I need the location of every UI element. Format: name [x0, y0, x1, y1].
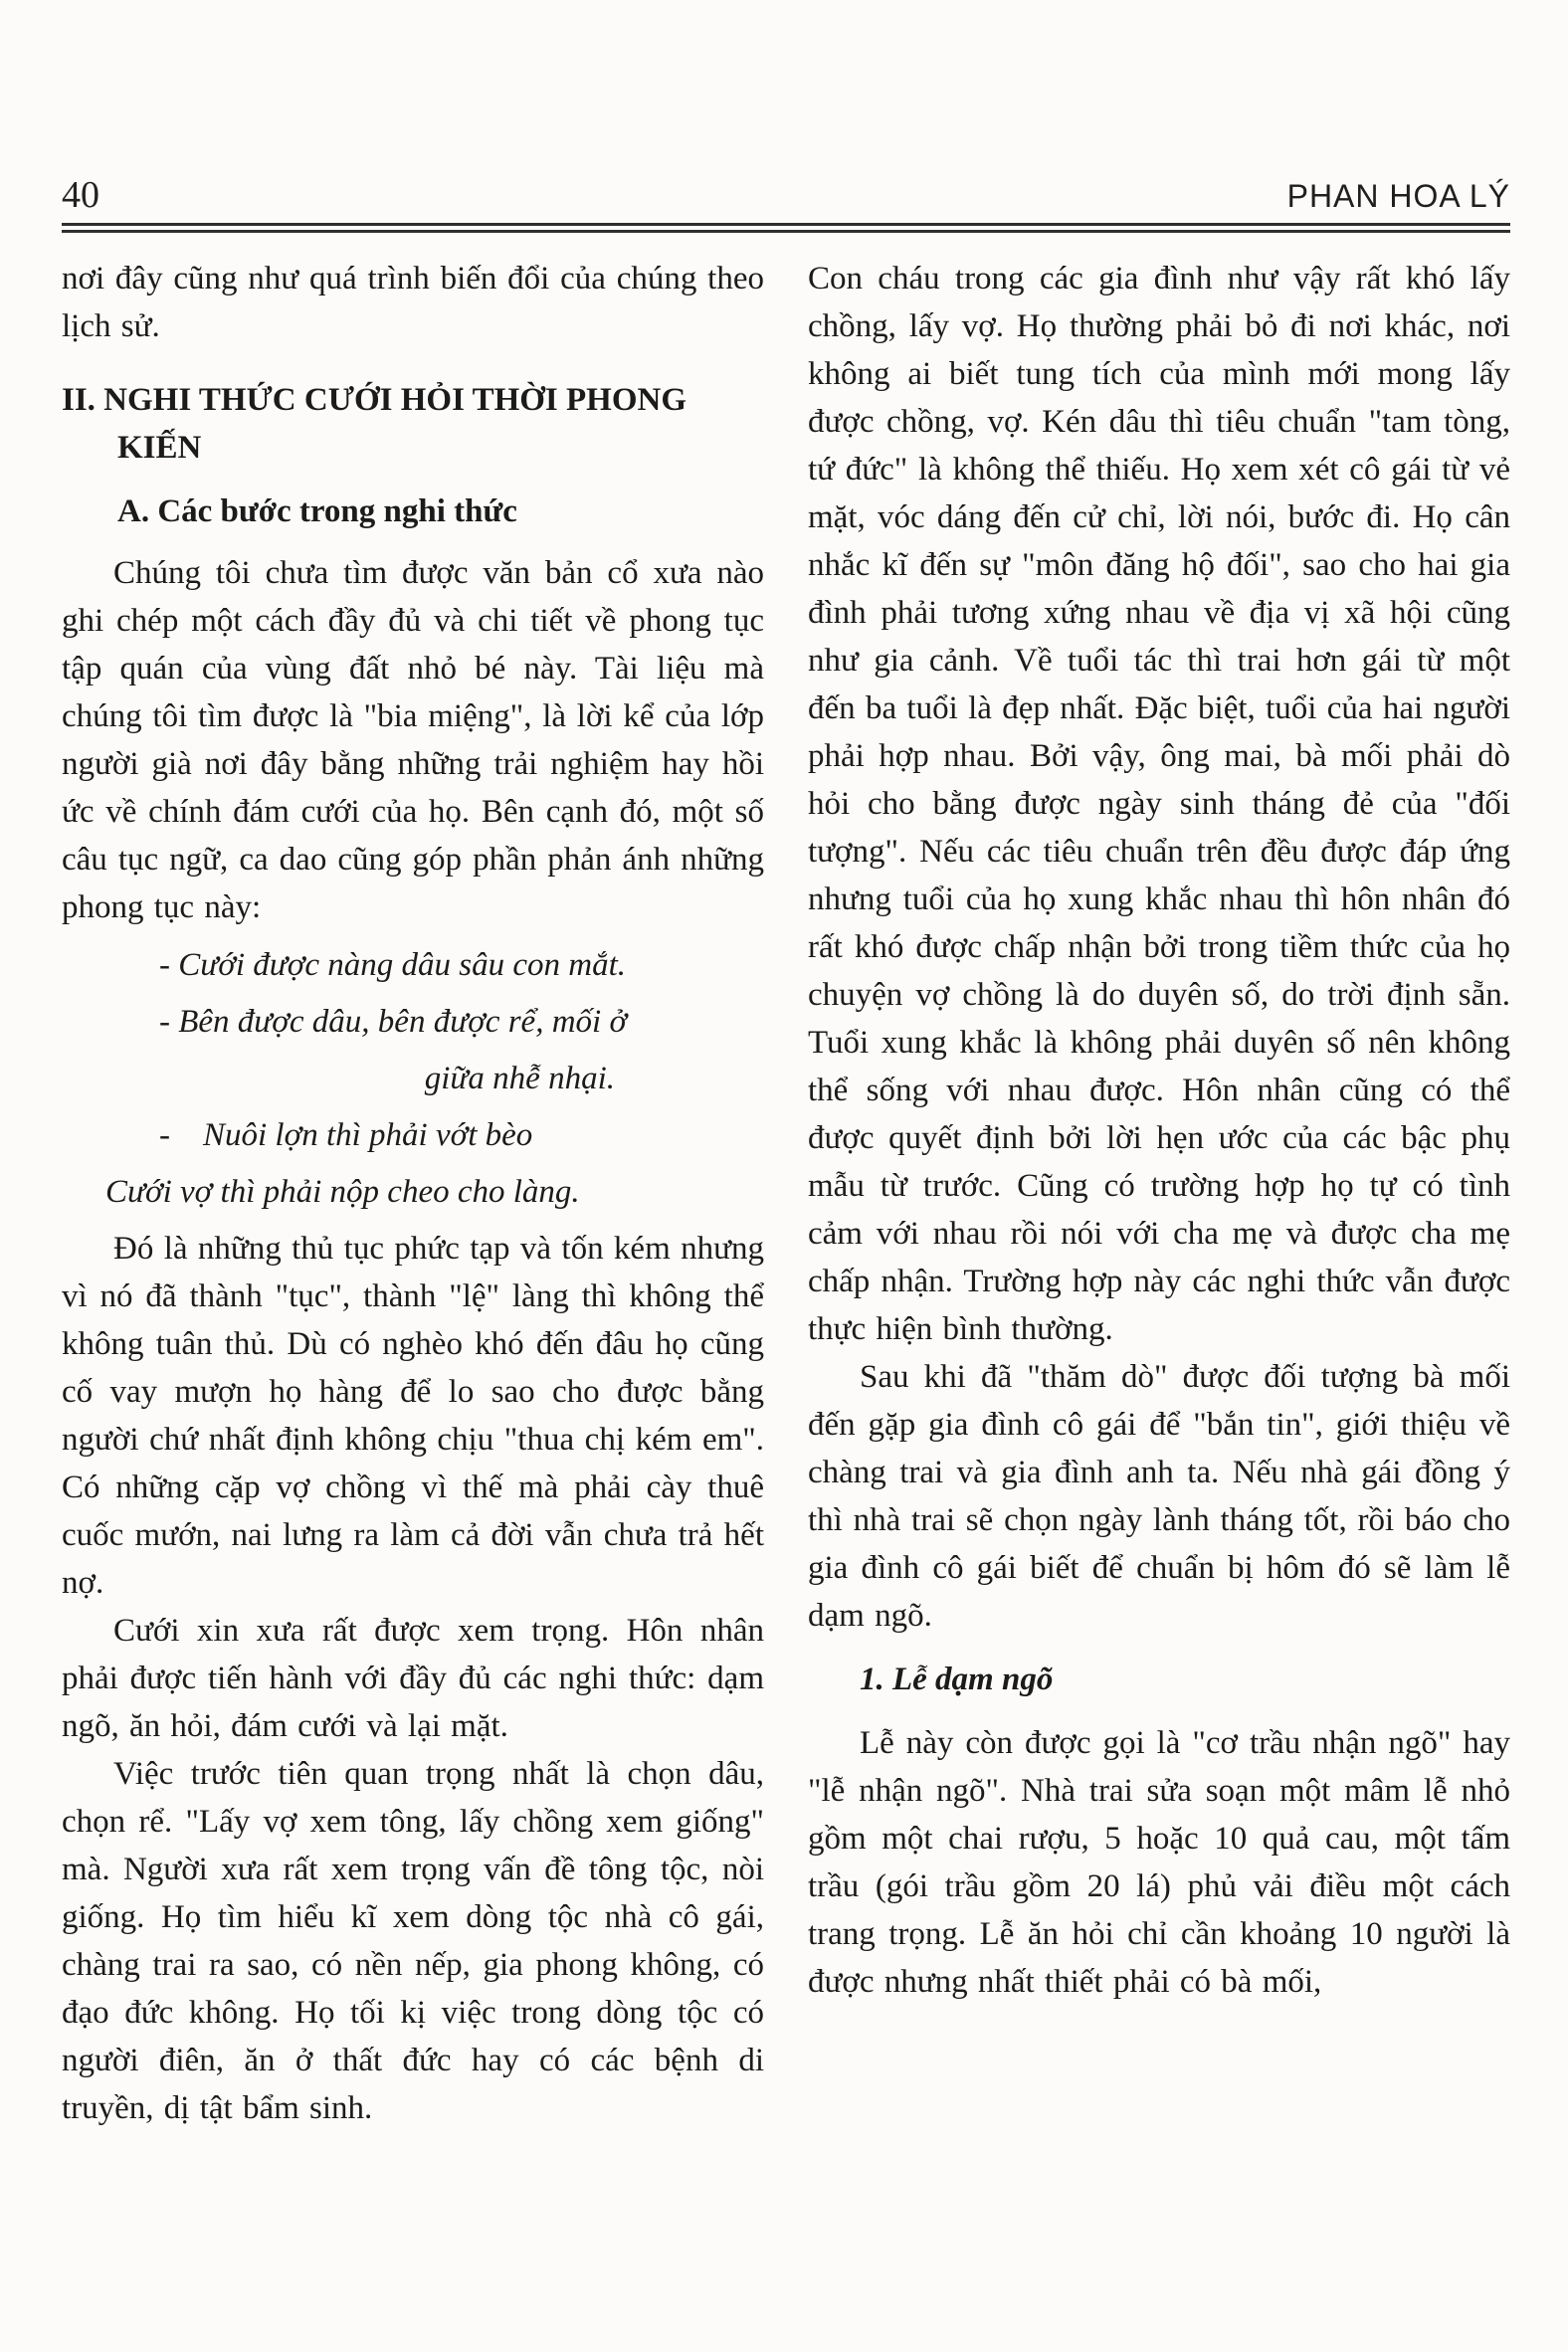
two-column-text-body: [62, 255, 1510, 2132]
paragraph: Việc trước tiên quan trọng nhất là chọn dâu, chọn rể. "Lấy vợ xem tông, lấy chồng xem giống" mà. Người xưa rất xem trọng vấn đề tông tộc, nòi giống. Họ tìm hiểu kĩ xem dòng tộc nhà cô gái, chàng trai ra sao, có nền nếp, gia phong không, có đạo đức không. Họ tối kị việc trong dòng tộc có người điên, ăn ở thất đức hay có các bệnh di truyền, dị tật bẩm sinh.: [62, 1756, 764, 2126]
page-number: 40: [62, 174, 99, 216]
verse-line: - Bên được dâu, bên được rể, mối ở: [159, 1004, 628, 1040]
left-column: [62, 255, 764, 2132]
running-title: PHAN HOA LÝ: [1286, 178, 1510, 214]
verse-line: - Nuôi lợn thì phải vớt bèo: [159, 1117, 533, 1153]
right-column: [808, 255, 1510, 2132]
verse-line: Cưới vợ thì phải nộp cheo cho làng.: [105, 1174, 580, 1210]
paragraph: Lễ này còn được gọi là "cơ trầu nhận ngõ" hay "lễ nhận ngõ". Nhà trai sửa soạn một mâm lễ nhỏ gồm một chai rượu, 5 hoặc 10 quả cau, một tấm trầu (gói trầu gồm 20 lá) phủ vải điều một cách trang trọng. Lễ ăn hỏi chỉ cần khoảng 10 người là được nhưng nhất thiết phải có bà mối,: [808, 1725, 1510, 2000]
paragraph: Chúng tôi chưa tìm được văn bản cổ xưa nào ghi chép một cách đầy đủ và chi tiết về phong tục tập quán của vùng đất nhỏ bé này. Tài liệu mà chúng tôi tìm được là "bia miệng", là lời kể của lớp người già nơi đây bằng những trải nghiệm hay hồi ức về chính đám cưới của họ. Bên cạnh đó, một số câu tục ngữ, ca dao cũng góp phần phản ánh những phong tục này:: [62, 555, 764, 925]
paragraph-continuation: Con cháu trong các gia đình như vậy rất khó lấy chồng, lấy vợ. Họ thường phải bỏ đi nơi khác, nơi không ai biết tung tích của mình mới mong lấy được chồng, vợ. Kén dâu thì tiêu chuẩn "tam tòng, tứ đức" là không thể thiếu. Họ xem xét cô gái từ vẻ mặt, vóc dáng đến cử chỉ, lời nói, bước đi. Họ cân nhắc kĩ đến sự "môn đăng hộ đối", sao cho hai gia đình phải tương xứng nhau về địa vị xã hội cũng như gia cảnh. Về tuổi tác thì trai hơn gái từ một đến ba tuổi là đẹp nhất. Đặc biệt, tuổi của hai người phải hợp nhau. Bởi vậy, ông mai, bà mối phải dò hỏi cho bằng được ngày sinh tháng đẻ của "đối tượng". Nếu các tiêu chuẩn trên đều được đáp ứng nhưng tuổi của họ xung khắc nhau thì hôn nhân đó rất khó được chấp nhận bởi trong tiềm thức của họ chuyện vợ chồng là do duyên số, do trời định sẵn. Tuổi xung khắc là không phải duyên số nên không thể sống với nhau được. Hôn nhân cũng có thể được quyết định bởi lời hẹn ước của các bậc phụ mẫu từ trước. Cũng có trường hợp họ tự có tình cảm với nhau rồi nói với cha mẹ và được cha mẹ chấp nhận. Trường hợp này các nghi thức vẫn được thực hiện bình thường.: [808, 261, 1510, 1347]
folk-verse-block: [62, 941, 764, 1216]
paragraph-continuation: nơi đây cũng như quá trình biến đổi của chúng theo lịch sử.: [62, 261, 764, 344]
section-heading: II. NGHI THỨC CƯỚI HỎI THỜI PHONG KIẾN: [62, 382, 686, 466]
verse-line-runover: giữa nhễ nhại.: [424, 1061, 615, 1096]
paragraph: Đó là những thủ tục phức tạp và tốn kém nhưng vì nó đã thành "tục", thành "lệ" làng thì không thể không tuân thủ. Dù có nghèo khó đến đâu họ cũng cố vay mượn họ hàng để lo sao cho được bằng người chứ nhất định không chịu "thua chị kém em". Có những cặp vợ chồng vì thế mà phải cày thuê cuốc mướn, nai lưng ra làm cả đời vẫn chưa trả hết nợ.: [62, 1231, 764, 1601]
sub-heading: A. Các bước trong nghi thức: [117, 493, 517, 529]
verse-line: - Cưới được nàng dâu sâu con mắt.: [159, 947, 627, 983]
paragraph: Sau khi đã "thăm dò" được đối tượng bà mối đến gặp gia đình cô gái để "bắn tin", giới thiệu về chàng trai và gia đình anh ta. Nếu nhà gái đồng ý thì nhà trai sẽ chọn ngày lành tháng tốt, rồi báo cho gia đình cô gái biết để chuẩn bị hôm đó sẽ làm lễ dạm ngõ.: [808, 1359, 1510, 1634]
page-header: [62, 175, 1510, 216]
numbered-subsection-heading: 1. Lễ dạm ngõ: [860, 1662, 1054, 1697]
paragraph: Cưới xin xưa rất được xem trọng. Hôn nhân phải được tiến hành với đầy đủ các nghi thức: dạm ngõ, ăn hỏi, đám cưới và lại mặt.: [62, 1613, 764, 1744]
header-double-rule: [62, 223, 1510, 233]
